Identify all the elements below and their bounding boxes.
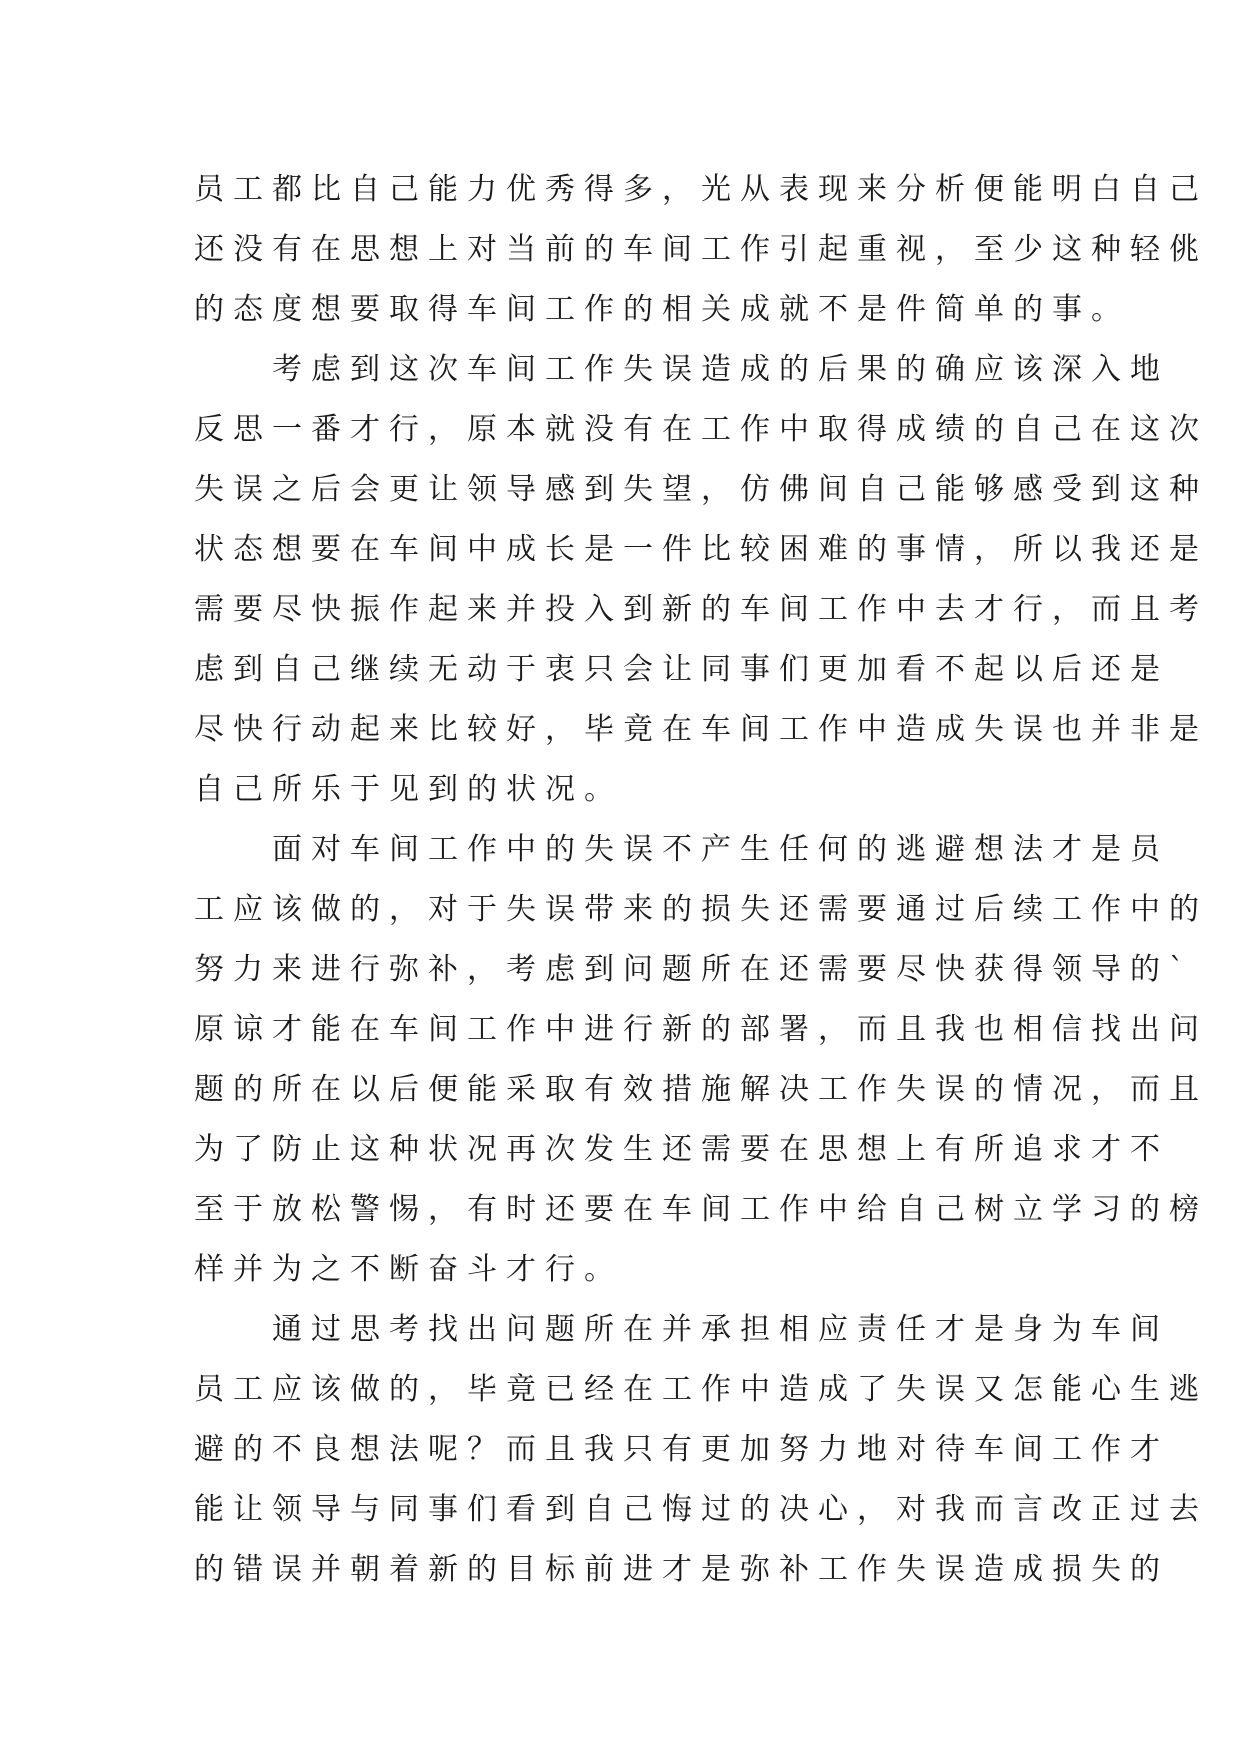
text-line: 避的不良想法呢？而且我只有更加努力地对待车间工作才 (194, 1432, 1169, 1467)
text-line-indented: 通过思考找出问题所在并承担相应责任才是身为车间 (272, 1312, 1169, 1347)
text-line: 尽快行动起来比较好，毕竟在车间工作中造成失误也并非是 (194, 712, 1208, 747)
document-body (194, 160, 1208, 1600)
text-line-indented: 考虑到这次车间工作失误造成的后果的确应该深入地 (272, 352, 1169, 387)
text-line: 的态度想要取得车间工作的相关成就不是件简单的事。 (194, 292, 1130, 327)
text-line: 状态想要在车间中成长是一件比较困难的事情，所以我还是 (194, 532, 1208, 567)
text-line: 员工都比自己能力优秀得多，光从表现来分析便能明白自己 (194, 172, 1208, 207)
text-line: 工应该做的，对于失误带来的损失还需要通过后续工作中的 (194, 892, 1208, 927)
text-line: 能让领导与同事们看到自己悔过的决心，对我而言改正过去 (194, 1492, 1208, 1527)
text-line: 虑到自己继续无动于衷只会让同事们更加看不起以后还是 (194, 652, 1169, 687)
text-line: 为了防止这种状况再次发生还需要在思想上有所追求才不 (194, 1132, 1169, 1167)
text-line: 反思一番才行，原本就没有在工作中取得成绩的自己在这次 (194, 412, 1208, 447)
text-line-indented: 面对车间工作中的失误不产生任何的逃避想法才是员 (272, 832, 1169, 867)
paragraph-2 (194, 340, 1208, 820)
text-line: 原谅才能在车间工作中进行新的部署，而且我也相信找出问 (194, 1012, 1208, 1047)
text-line: 员工应该做的，毕竟已经在工作中造成了失误又怎能心生逃 (194, 1372, 1208, 1407)
paragraph-1 (194, 160, 1208, 340)
text-line: 至于放松警惕，有时还要在车间工作中给自己树立学习的榜 (194, 1192, 1208, 1227)
paragraph-3 (194, 820, 1208, 1300)
text-line: 需要尽快振作起来并投入到新的车间工作中去才行，而且考 (194, 592, 1208, 627)
text-line: 题的所在以后便能采取有效措施解决工作失误的情况，而且 (194, 1072, 1208, 1107)
text-line: 失误之后会更让领导感到失望，仿佛间自己能够感受到这种 (194, 472, 1208, 507)
text-line: 自己所乐于见到的状况。 (194, 772, 623, 807)
text-line: 还没有在思想上对当前的车间工作引起重视，至少这种轻佻 (194, 232, 1208, 267)
text-line: 的错误并朝着新的目标前进才是弥补工作失误造成损失的 (194, 1552, 1169, 1587)
text-line: 努力来进行弥补，考虑到问题所在还需要尽快获得领导的` (194, 952, 1193, 987)
paragraph-4 (194, 1300, 1208, 1600)
text-line: 样并为之不断奋斗才行。 (194, 1252, 623, 1287)
